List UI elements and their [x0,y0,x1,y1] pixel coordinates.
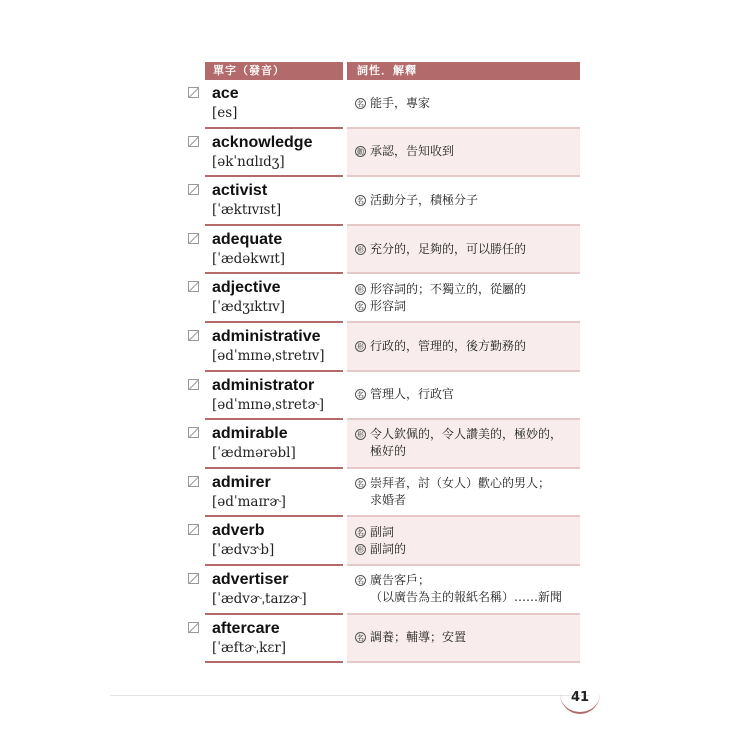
definition-line [355,241,576,258]
definition-text: 形容詞 [370,298,407,313]
vocab-entry [0,129,750,178]
vocab-entry [0,177,750,226]
checkbox-icon[interactable] [188,233,199,244]
part-of-speech-badge: 形 [357,431,364,440]
pronunciation: [əkˈnɑlɪdʒ] [212,153,285,170]
definition-line [355,629,576,646]
part-of-speech-badge: 名 [357,577,364,586]
definition-cell [347,323,580,372]
vocab-entry [0,80,750,129]
pronunciation: [ˈædvɚˌtaɪzɚ] [212,590,307,607]
checkbox-icon[interactable] [188,136,199,147]
page-number: 41 [560,686,600,714]
definition-text: 崇拜者，討（女人）歡心的男人； [370,476,551,491]
vocab-entry [0,615,750,664]
definition-cell [347,177,580,226]
definition-line [355,589,576,606]
headword: administrator [212,376,315,394]
vocab-entry [0,517,750,566]
headword: admirable [212,425,288,443]
definition-text: 行政的，管理的，後方勤務的 [370,338,527,353]
definition-text: 極好的 [370,444,407,459]
pronunciation: [ədˈmɪnəˌstretɚ] [212,396,324,413]
pronunciation: [ˈædmərəbl] [212,445,296,462]
definition-cell [347,517,580,566]
pronunciation: [ˈædəkwɪt] [212,250,286,267]
word-cell [205,469,343,518]
part-of-speech-badge: 動 [357,148,364,157]
definition-text: 求婚者 [370,493,407,508]
definition-cell [347,129,580,178]
word-cell [205,615,343,664]
definition-line [355,524,576,541]
column-header-definition: 詞性．解釋 [347,62,580,80]
definition-line [355,475,576,492]
pronunciation: [ˈædʒɪktɪv] [212,299,286,316]
definition-line [355,443,576,460]
definition-text: 副詞 [370,524,395,539]
definition-cell [347,615,580,664]
word-cell [205,226,343,275]
checkbox-icon[interactable] [188,281,199,292]
checkbox-icon[interactable] [188,573,199,584]
definition-cell [347,469,580,518]
pronunciation: [ˈædvɝb] [212,542,275,559]
definition-text: 副詞的 [370,541,407,556]
part-of-speech-badge: 形 [357,545,364,554]
footer-divider [110,695,590,696]
checkbox-icon[interactable] [188,330,199,341]
definition-line [355,572,576,589]
definition-cell [347,566,580,615]
definition-cell [347,226,580,275]
part-of-speech-badge: 形 [357,245,364,254]
definition-text: 能手，專家 [370,95,431,110]
definition-line [355,541,576,558]
definition-text: （以廣告為主的報紙名稱）……新聞 [370,590,563,605]
word-cell [205,420,343,469]
checkbox-icon[interactable] [188,524,199,535]
vocab-entry [0,420,750,469]
definition-text: 形容詞的；不獨立的，從屬的 [370,281,527,296]
definition-text: 承認，告知收到 [370,144,455,159]
word-cell [205,372,343,421]
pronunciation: [es] [212,105,238,121]
part-of-speech-badge: 名 [357,480,364,489]
definition-text: 活動分子，積極分子 [370,192,479,207]
headword: adjective [212,279,281,297]
definition-text: 令人欽佩的，令人讚美的，極妙的， [370,427,563,442]
headword: admirer [212,473,271,491]
definition-text: 廣告客戶； [370,573,431,588]
word-cell [205,80,343,129]
checkbox-icon[interactable] [188,622,199,633]
checkbox-icon[interactable] [188,379,199,390]
definition-line [355,281,576,298]
part-of-speech-badge: 名 [357,302,364,311]
vocab-entry [0,226,750,275]
headword: adequate [212,230,283,248]
definition-line [355,192,576,209]
part-of-speech-badge: 名 [357,391,364,400]
vocab-entry [0,274,750,323]
part-of-speech-badge: 名 [357,196,364,205]
definition-line [355,386,576,403]
headword: acknowledge [212,133,313,151]
definition-line [355,298,576,315]
checkbox-icon[interactable] [188,427,199,438]
checkbox-icon[interactable] [188,476,199,487]
column-header-word: 單字（發音） [205,62,343,80]
part-of-speech-badge: 形 [357,342,364,351]
part-of-speech-badge: 名 [357,528,364,537]
word-cell [205,177,343,226]
headword: administrative [212,327,321,345]
definition-text: 管理人，行政官 [370,387,455,402]
headword: ace [212,85,239,102]
headword: advertiser [212,570,289,588]
headword: aftercare [212,619,280,637]
part-of-speech-badge: 名 [357,99,364,108]
vocab-entry [0,323,750,372]
definition-cell [347,420,580,469]
definition-line [355,338,576,355]
pronunciation: [ədˈmɪnəˌstretɪv] [212,347,325,364]
definition-cell [347,274,580,323]
headword: adverb [212,522,265,540]
definition-line [355,492,576,509]
word-cell [205,274,343,323]
word-cell [205,566,343,615]
definition-text: 充分的，足夠的，可以勝任的 [370,241,527,256]
pronunciation: [ˈæktɪvɪst] [212,202,282,219]
vocab-entry [0,469,750,518]
part-of-speech-badge: 形 [357,285,364,294]
definition-line [355,95,576,112]
checkbox-icon[interactable] [188,184,199,195]
part-of-speech-badge: 名 [357,634,364,643]
vocab-entry [0,566,750,615]
vocab-entry [0,372,750,421]
definition-cell [347,372,580,421]
definition-text: 調養；輔導；安置 [370,630,467,645]
pronunciation: [ˈæftɚˌkɛr] [212,639,287,656]
word-cell [205,129,343,178]
checkbox-icon[interactable] [188,87,199,98]
definition-line [355,426,576,443]
word-cell [205,323,343,372]
headword: activist [212,182,268,200]
definition-cell [347,80,580,129]
definition-line [355,143,576,160]
vocabulary-list [0,80,750,663]
word-cell [205,517,343,566]
pronunciation: [ədˈmaɪrɚ] [212,493,286,510]
